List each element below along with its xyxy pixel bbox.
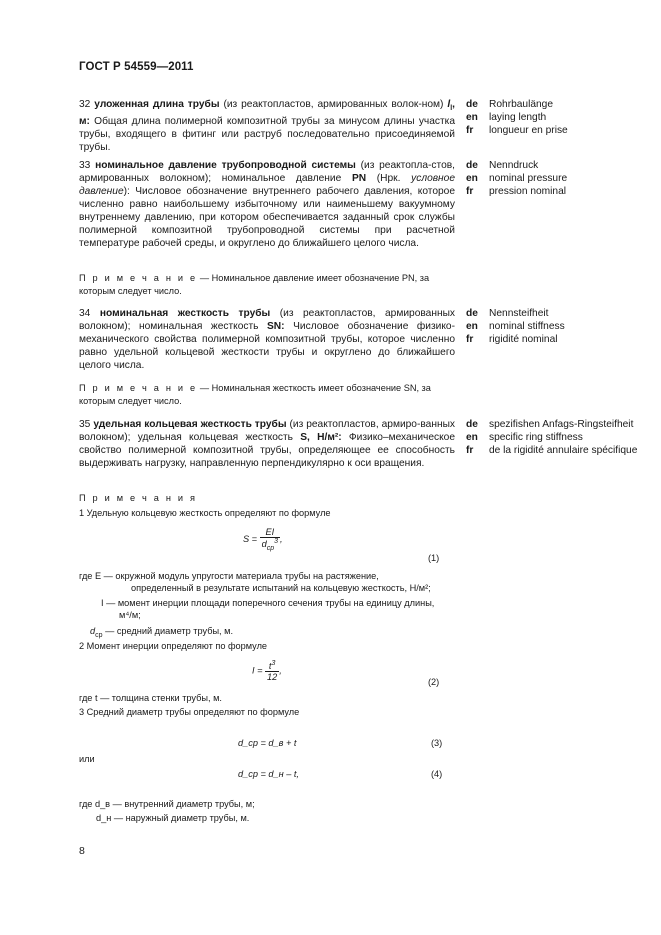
translation-word: nominal pressure (489, 173, 568, 184)
lang-code: en (466, 173, 478, 184)
translation-word: rigidité nominal (489, 334, 558, 345)
term-number: 35 (79, 419, 91, 430)
translation-word: Nenndruck (489, 160, 539, 171)
formula-3: d_ср = d_в + t (238, 738, 297, 748)
page-number: 8 (79, 845, 85, 857)
lang-code: de (466, 160, 478, 171)
term-unit: , м: (79, 99, 455, 128)
where-e: где E — окружной модуль упругости материала трубы на растяжение, (79, 571, 379, 581)
where-e-cont: определенный в результате испытаний на кольцевую жесткость, Н/м²; (131, 583, 431, 593)
note-34 (79, 382, 455, 407)
where-dn: d_н — наружный диаметр трубы, м. (96, 813, 250, 823)
lang-code: en (466, 321, 478, 332)
note-1: 1 Удельную кольцевую жесткость определяют по формуле (79, 508, 331, 518)
or-text: или (79, 754, 95, 764)
numerator-symbol: t (268, 661, 272, 672)
lang-code: fr (466, 186, 474, 197)
translation-word: nominal stiffness (489, 321, 565, 332)
term-33 (79, 159, 455, 250)
fraction (260, 527, 280, 552)
lang-code: de (466, 99, 478, 110)
translation-word: de la rigidité annulaire spécifique (489, 445, 638, 456)
equation-number-3: (3) (431, 738, 443, 748)
term-definition: Общая длина полимерной композитной трубы за минусом длины участка трубы, входящего в фитинг или раструб последовательно присоединяемой трубы. (79, 116, 455, 154)
translations-33 (466, 159, 646, 198)
term-symbol: l (447, 99, 451, 110)
document-header: ГОСТ Р 54559—2011 (79, 61, 194, 73)
translation-word: longueur en prise (489, 125, 568, 136)
formula-2 (252, 660, 282, 682)
term-abbreviation: PN (351, 173, 367, 184)
notes-heading: П р и м е ч а н и я (79, 493, 198, 503)
note-label: П р и м е ч а н и е (79, 273, 198, 283)
lang-code: en (466, 112, 478, 123)
symbol-subscript: ср (95, 631, 103, 639)
note-label: П р и м е ч а н и е (79, 383, 198, 393)
note-text: — Номинальное давление имеет обозначение PN, за которым следует число. (79, 273, 430, 296)
equation-number-1: (1) (428, 553, 440, 563)
note-33 (79, 272, 455, 297)
lang-code: de (466, 308, 478, 319)
note-2: 2 Момент инерции определяют по формуле (79, 641, 268, 651)
term-text: (из реактопластов, армированных волокном); номинальная жесткость (79, 308, 455, 332)
term-definition: Числовое обозначение физико-механического свойства полимерной композитной трубы, которое численно равно удельной кольцевой жесткости трубы и округлено до ближайшего целого числа. (79, 321, 455, 371)
term-number: 32 (79, 99, 91, 110)
equation-number-2: (2) (428, 677, 440, 687)
term-34 (79, 307, 455, 372)
denominator-subscript: ср (266, 544, 275, 552)
term-text: (из реактопла-стов, армированных волокном); номинальное давление (79, 160, 455, 184)
translation-word: Nennsteifheit (489, 308, 549, 319)
translations-34 (466, 307, 646, 346)
formula-lhs: I = (252, 665, 263, 676)
term-title: номинальное давление трубопроводной системы (95, 160, 356, 171)
lang-code: fr (466, 334, 474, 345)
term-text: (из реактопластов, армиро-ванных волокном); удельная кольцевая жесткость (79, 419, 455, 443)
where-i-unit: м⁴/м; (119, 610, 141, 620)
note-text: — Номинальная жесткость имеет обозначение SN, за которым следует число. (79, 383, 431, 406)
formula-lhs: S = (243, 533, 258, 544)
formula-tail: , (280, 533, 283, 544)
term-definition: Физико–механическое свойство полимерной композитной трубы, определяющее ее способность выдерживать нагрузку, направленную перпендикулярно к оси вращения. (79, 432, 455, 469)
term-abbreviation: SN: (267, 321, 285, 332)
term-number: 33 (79, 160, 91, 171)
translation-word: Rohrbaulänge (489, 99, 554, 110)
term-text: (из реактопластов, армированных волок-ном) (219, 99, 448, 110)
term-title: уложенная длина трубы (94, 99, 220, 110)
formula-4: d_ср = d_н – t, (238, 769, 299, 779)
translation-word: pression nominal (489, 186, 567, 197)
lang-code: de (466, 419, 478, 430)
numerator: EI (260, 527, 280, 538)
where-dv: где d_в — внутренний диаметр трубы, м; (79, 799, 255, 809)
formula-1 (243, 527, 283, 552)
term-title: номинальная жесткость трубы (99, 308, 271, 319)
denominator-symbol: d (261, 539, 267, 550)
term-text: (Нрк. (366, 173, 412, 184)
term-symbol-subscript: l (450, 105, 453, 113)
term-35 (79, 418, 455, 470)
definition: — средний диаметр трубы, м. (102, 626, 234, 636)
term-32 (79, 98, 455, 154)
fraction (265, 660, 279, 682)
lang-code: fr (466, 125, 474, 136)
symbol: d (90, 626, 96, 636)
term-number: 34 (79, 308, 91, 319)
lang-code: fr (466, 445, 474, 456)
term-definition: ): Числовое обозначение внутреннего рабочего давления, которое численно равно наибольшему избыточному или наименьшему вакуумному внутреннему давлению, при котором обеспечивается заданный срок службы полимерной композитной трубопроводной системы при расчетной температуре рабочей среды, и округлено до ближайшего целого числа. (79, 186, 455, 249)
lang-code: en (466, 432, 478, 443)
term-abbreviation: S, Н/м²: (300, 432, 342, 443)
denominator (260, 538, 280, 552)
denominator-power: 3 (274, 538, 279, 545)
translations-35 (466, 418, 646, 457)
equation-number-4: (4) (431, 769, 443, 779)
denominator: 12 (267, 672, 278, 683)
translation-word: spezifishen Anfags-Ringsteifheit (489, 419, 634, 430)
deprecated-term: условное давление (79, 173, 455, 197)
numerator-power: 3 (271, 660, 276, 667)
note-3: 3 Средний диаметр трубы определяют по формуле (79, 707, 300, 717)
translation-word: specific ring stiffness (489, 432, 583, 443)
translations-32 (466, 98, 646, 137)
translation-word: laying length (489, 112, 547, 123)
where-t: где t — толщина стенки трубы, м. (79, 693, 222, 703)
term-title: удельная кольцевая жесткость трубы (93, 419, 287, 430)
numerator (265, 660, 279, 672)
formula-tail: , (279, 665, 282, 676)
where-i: I — момент инерции площади поперечного сечения трубы на единицу длины, (101, 598, 435, 608)
